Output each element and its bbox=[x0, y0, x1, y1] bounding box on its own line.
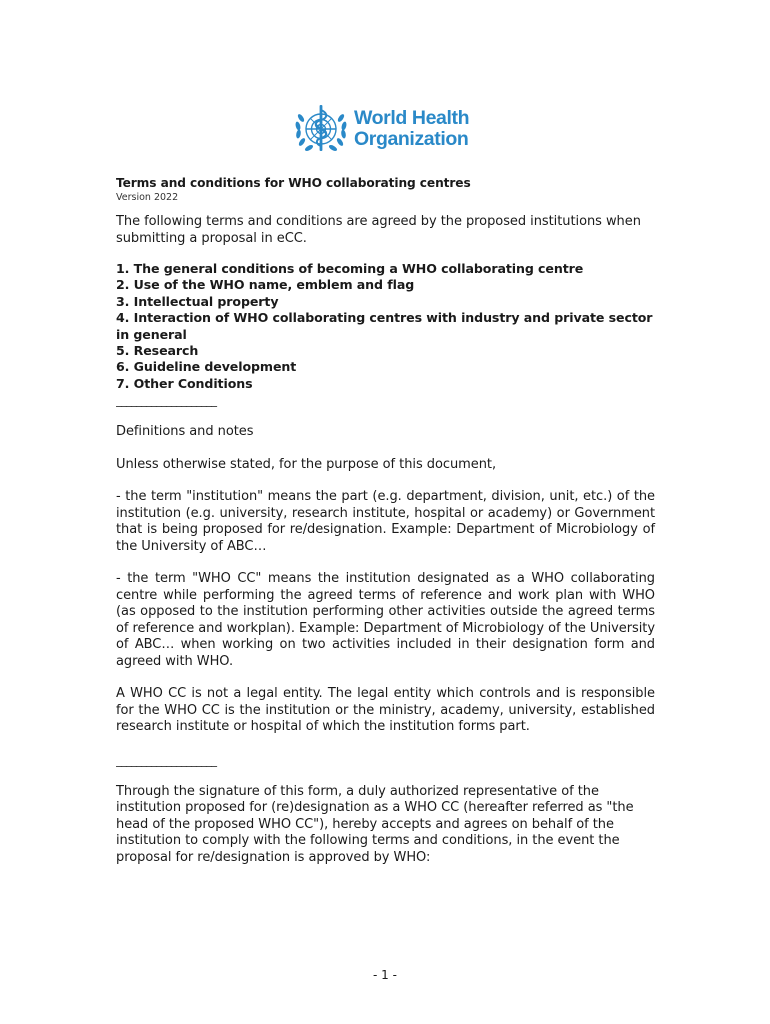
who-wordmark bbox=[354, 108, 469, 150]
document-title: Terms and conditions for WHO collaborating centres bbox=[116, 176, 471, 190]
who-logo bbox=[291, 102, 481, 158]
document-body bbox=[116, 175, 655, 866]
toc-item-2: 2. Use of the WHO name, emblem and flag bbox=[116, 277, 415, 293]
toc-item-1: 1. The general conditions of becoming a WHO collaborating centre bbox=[116, 261, 584, 276]
document-version: Version 2022 bbox=[116, 192, 179, 203]
un-emblem-icon bbox=[291, 102, 351, 158]
table-of-contents bbox=[116, 261, 655, 392]
toc-item-4: 4. Interaction of WHO collaborating centres with industry and private sector in general bbox=[116, 310, 653, 342]
toc-item-5: 5. Research bbox=[116, 343, 199, 359]
separator-rule-2: ____________________ bbox=[116, 752, 216, 767]
logo-line-1: World Health bbox=[354, 107, 470, 129]
signature-paragraph: Through the signature of this form, a duly authorized representative of the institution proposed for (re)designation as a WHO CC (hereafter referred as "the head of the proposed WHO CC"), hereby accepts and agrees on behalf of the institution to comply with the following terms and conditions, in the event the proposal for re/designation is approved by WHO: bbox=[116, 783, 634, 865]
legal-entity-paragraph: A WHO CC is not a legal entity. The legal entity which controls and is responsible for the WHO CC is the institution or the ministry, academy, university, established research institute or hospital of which the institution forms part. bbox=[116, 686, 655, 735]
logo-line-2: Organization bbox=[354, 128, 469, 150]
definitions-heading: Definitions and notes bbox=[116, 424, 254, 440]
page-number: - 1 - bbox=[373, 968, 397, 982]
purpose-paragraph: Unless otherwise stated, for the purpose of this document, bbox=[116, 456, 497, 472]
toc-item-3: 3. Intellectual property bbox=[116, 293, 279, 309]
separator-rule-1: ____________________ bbox=[116, 393, 216, 408]
definition-who-cc: - the term "WHO CC" means the institution designated as a WHO collaborating centre while performing the agreed terms of reference and work plan with WHO (as opposed to the institution performing other activities outside the agreed terms of reference and workplan). Example: Department of Microbiology of the University of ABC… when working on two activities included in their designation form and agreed with WHO. bbox=[116, 571, 655, 669]
definition-institution: - the term "institution" means the part (e.g. department, division, unit, etc.) of the institution (e.g. university, research institute, hospital or academy) or Government that is being proposed for re/designation. Example: Department of Microbiology of the University of ABC… bbox=[116, 489, 655, 554]
toc-item-6: 6. Guideline development bbox=[116, 359, 297, 375]
intro-paragraph: The following terms and conditions are agreed by the proposed institutions when submitting a proposal in eCC. bbox=[116, 214, 641, 246]
toc-item-7: 7. Other Conditions bbox=[116, 375, 253, 391]
